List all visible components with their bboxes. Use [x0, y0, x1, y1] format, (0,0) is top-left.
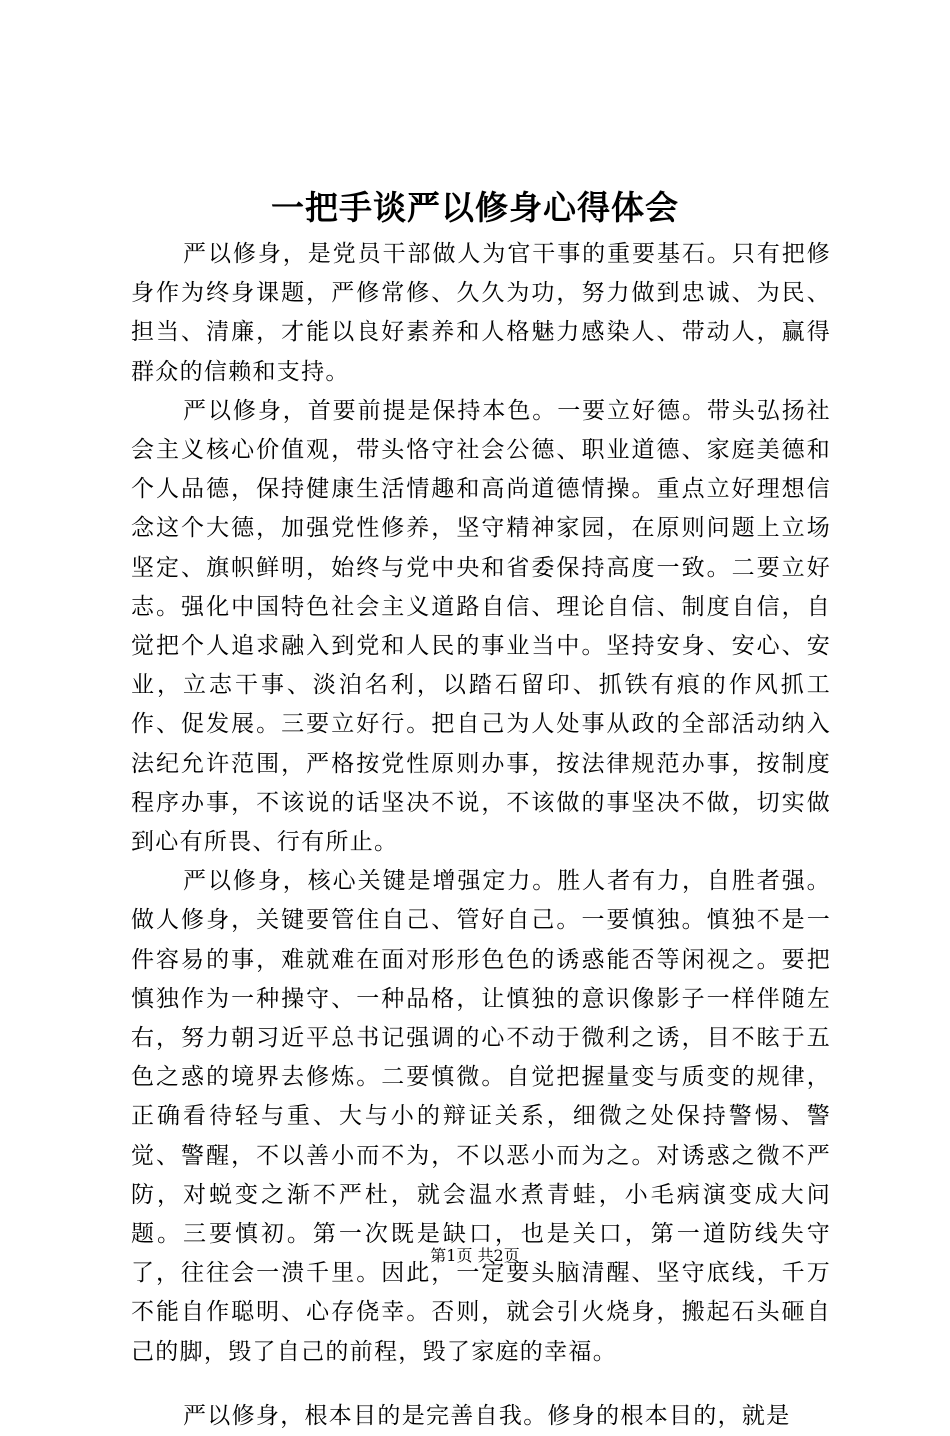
paragraph-2: 严以修身，首要前提是保持本色。一要立好德。带头弘扬社会主义核心价值观，带头恪守社会公德、职业道德、家庭美德和个人品德，保持健康生活情趣和高尚道德情操。重点立好理想信念这个大德，加强党性修养，坚守精神家园，在原则问题上立场坚定、旗帜鲜明，始终与党中央和省委保持高度一致。二要立好志。强化中国特色社会主义道路自信、理论自信、制度自信，自觉把个人追求融入到党和人民的事业当中。坚持安身、安心、安业，立志干事、淡泊名利，以踏石留印、抓铁有痕的作风抓工作、促发展。三要立好行。把自己为人处事从政的全部活动纳入法纪允许范围，严格按党性原则办事，按法律规范办事，按制度程序办事，不该说的话坚决不说，不该做的事坚决不做，切实做到心有所畏、行有所止。 — [131, 397, 831, 856]
paragraph-4: 严以修身，根本目的是完善自我。修身的根本目的，就是 — [183, 1402, 791, 1429]
paragraph-1: 严以修身，是党员干部做人为官干事的重要基石。只有把修身作为终身课题，严修常修、久久为功，努力做到忠诚、为民、担当、清廉，才能以良好素养和人格魅力感染人、带动人，赢得群众的信赖和支持。 — [131, 241, 831, 385]
paragraph-3: 严以修身，核心关键是增强定力。胜人者有力，自胜者强。做人修身，关键要管住自己、管好自己。一要慎独。慎独不是一件容易的事，难就难在面对形形色色的诱惑能否等闲视之。要把慎独作为一种操守、一种品格，让慎独的意识像影子一样伴随左右，努力朝习近平总书记强调的心不动于微利之诱，目不眩于五色之惑的境界去修炼。二要慎微。自觉把握量变与质变的规律，正确看待轻与重、大与小的辩证关系，细微之处保持警惕、警觉、警醒，不以善小而不为，不以恶小而为之。对诱惑之微不严防，对蜕变之渐不严杜，就会温水煮青蛙，小毛病演变成大问题。三要慎初。第一次既是缺口，也是关口，第一道防线失守了，往往会一溃千里。因此，一定要头脑清醒、坚守底线，千万不能自作聪明、心存侥幸。否则，就会引火烧身，搬起石头砸自己的脚，毁了自己的前程，毁了家庭的幸福。 — [131, 868, 831, 1365]
page-footer: 第1页 共2页 — [430, 1246, 520, 1265]
document-title: 一把手谈严以修身心得体会 — [271, 188, 679, 227]
